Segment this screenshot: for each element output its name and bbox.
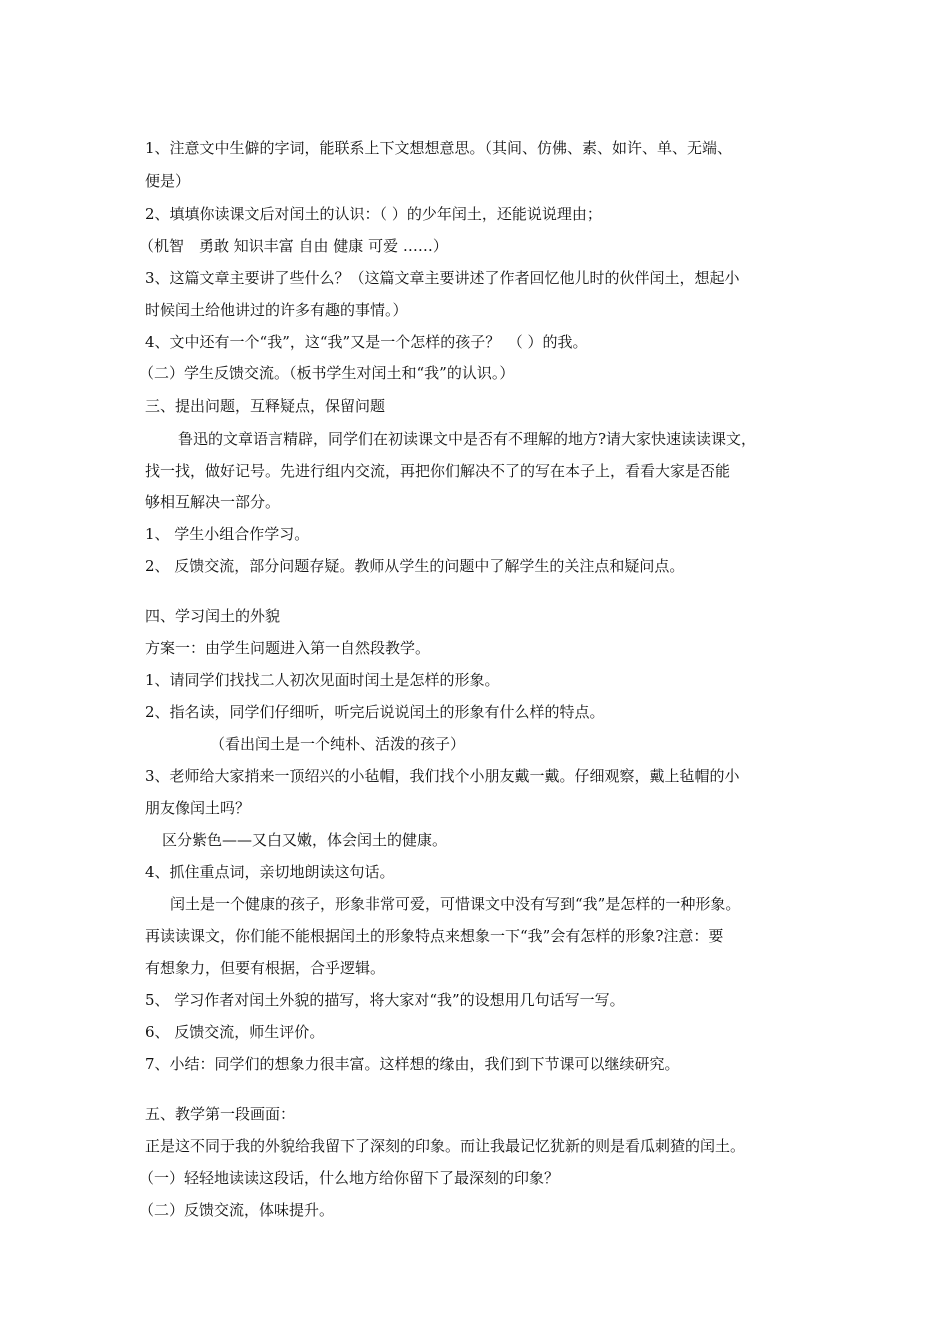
text-line: 闰土是一个健康的孩子，形象非常可爱，可惜课文中没有写到“我”是怎样的一种形象。 <box>170 895 741 913</box>
text-line: （一）轻轻地读读这段话，什么地方给你留下了最深刻的印象？ <box>139 1169 560 1187</box>
text-line: 3、这篇文章主要讲了些什么？（这篇文章主要讲述了作者回忆他儿时的伙伴闰土，想起小 <box>145 269 740 287</box>
text-line: 1、 学生小组合作学习。 <box>145 525 310 543</box>
text-line: 方案一：由学生问题进入第一自然段教学。 <box>145 639 431 657</box>
text-line: （看出闰土是一个纯朴、活泼的孩子） <box>210 735 466 753</box>
text-line: 时候闰土给他讲过的许多有趣的事情。） <box>145 301 408 319</box>
text-line: （二）学生反馈交流。（板书学生对闰土和“我”的认识。） <box>139 364 515 382</box>
text-line: 5、 学习作者对闰土外貌的描写，将大家对“我”的设想用几句话写一写。 <box>145 991 625 1009</box>
text-line: 区分紫色——又白又嫩，体会闰土的健康。 <box>162 831 448 849</box>
text-line: 够相互解决一部分。 <box>145 493 281 511</box>
text-line: 7、小结：同学们的想象力很丰富。这样想的缘由，我们到下节课可以继续研究。 <box>145 1055 680 1073</box>
text-line: 3、老师给大家捎来一顶绍兴的小毡帽，我们找个小朋友戴一戴。仔细观察，戴上毡帽的小 <box>145 767 740 785</box>
text-line: 鲁迅的文章语言精辟，同学们在初读课文中是否有不理解的地方?请大家快速读读课文， <box>178 430 757 448</box>
section-heading: 五、教学第一段画面： <box>145 1105 296 1123</box>
text-line: 1、请同学们找找二人初次见面时闰土是怎样的形象。 <box>145 671 500 689</box>
text-line: 2、指名读，同学们仔细听，听完后说说闰土的形象有什么样的特点。 <box>145 703 605 721</box>
section-heading: 三、提出问题，互释疑点，保留问题 <box>145 397 386 415</box>
text-line: 4、抓住重点词，亲切地朗读这句话。 <box>145 863 395 881</box>
text-line: 1、注意文中生僻的字词，能联系上下文想想意思。（其间、仿佛、素、如许、单、无端、 <box>145 139 733 157</box>
text-line: （二）反馈交流，体味提升。 <box>139 1201 335 1219</box>
text-line: 便是） <box>145 172 191 190</box>
text-line: 4、文中还有一个“我”，这“我”又是一个怎样的孩子？ （ ）的我。 <box>145 333 588 351</box>
text-line: 再读读课文，你们能不能根据闰土的形象特点来想象一下“我”会有怎样的形象?注意：要 <box>145 927 724 945</box>
text-line: （机智 勇敢 知识丰富 自由 健康 可爱 ……） <box>139 237 448 255</box>
text-line: 2、填填你读课文后对闰土的认识：（ ）的少年闰土，还能说说理由； <box>145 205 602 223</box>
text-line: 找一找，做好记号。先进行组内交流，再把你们解决不了的写在本子上，看看大家是否能 <box>145 462 731 480</box>
text-line: 朋友像闰土吗？ <box>145 799 251 817</box>
text-line: 6、 反馈交流，师生评价。 <box>145 1023 325 1041</box>
text-line: 有想象力，但要有根据，合乎逻辑。 <box>145 959 386 977</box>
section-heading: 四、学习闰土的外貌 <box>145 607 281 625</box>
text-line: 2、 反馈交流，部分问题存疑。教师从学生的问题中了解学生的关注点和疑问点。 <box>145 557 685 575</box>
text-line: 正是这不同于我的外貌给我留下了深刻的印象。而让我最记忆犹新的则是看瓜刺猹的闰土。 <box>145 1137 746 1155</box>
